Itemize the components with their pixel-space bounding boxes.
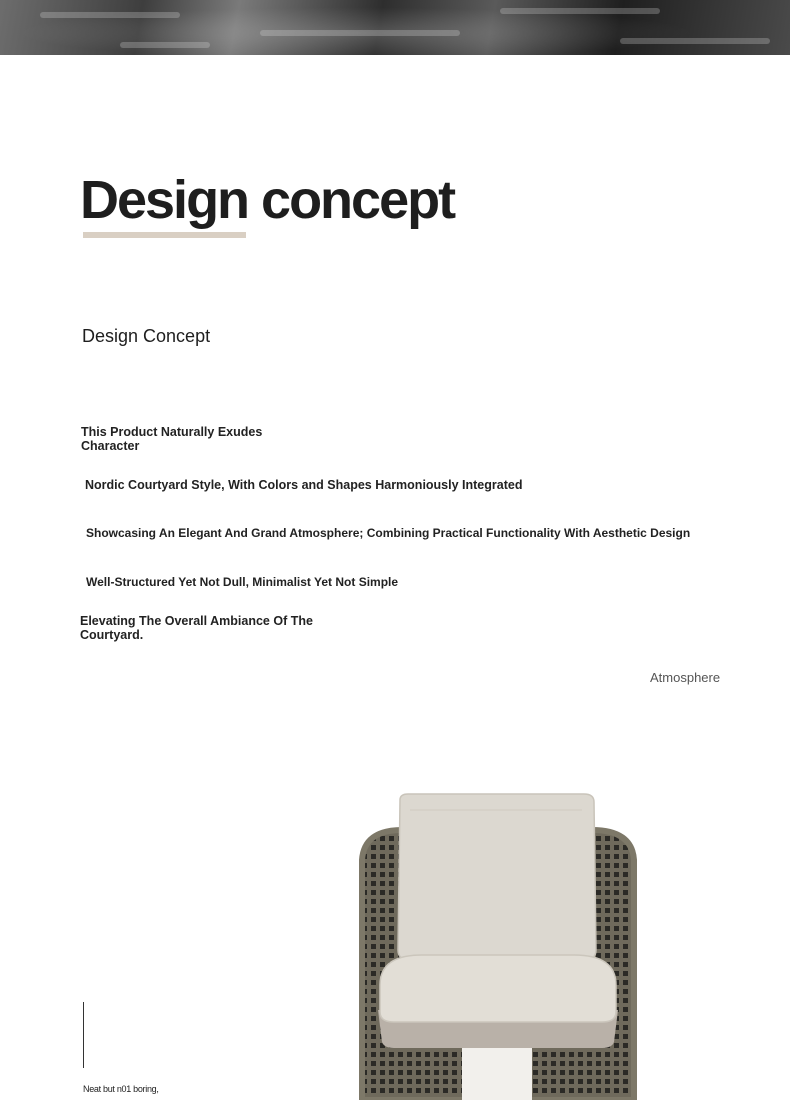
title-underline xyxy=(83,232,246,238)
stone-texture-banner xyxy=(0,0,790,55)
chair-image xyxy=(352,790,642,1100)
page-title: Design concept xyxy=(80,170,455,230)
concept-line-3: Showcasing An Elegant And Grand Atmosphere; Combining Practical Functionality With Aesthetic Design xyxy=(86,526,691,540)
concept-line-1: This Product Naturally Exudes Character xyxy=(81,425,263,453)
atmosphere-label: Atmosphere xyxy=(650,670,721,685)
concept-line-5: Elevating The Overall Ambiance Of The Courtyard. xyxy=(80,614,313,642)
concept-line-2: Nordic Courtyard Style, With Colors and Shapes Harmoniously Integrated xyxy=(85,478,523,492)
divider-line xyxy=(83,1002,84,1068)
section-subtitle: Design Concept xyxy=(82,326,211,346)
caption-text: Neat but n01 boring, xyxy=(83,1084,159,1094)
concept-line-4: Well-Structured Yet Not Dull, Minimalist Yet Not Simple xyxy=(86,575,399,589)
